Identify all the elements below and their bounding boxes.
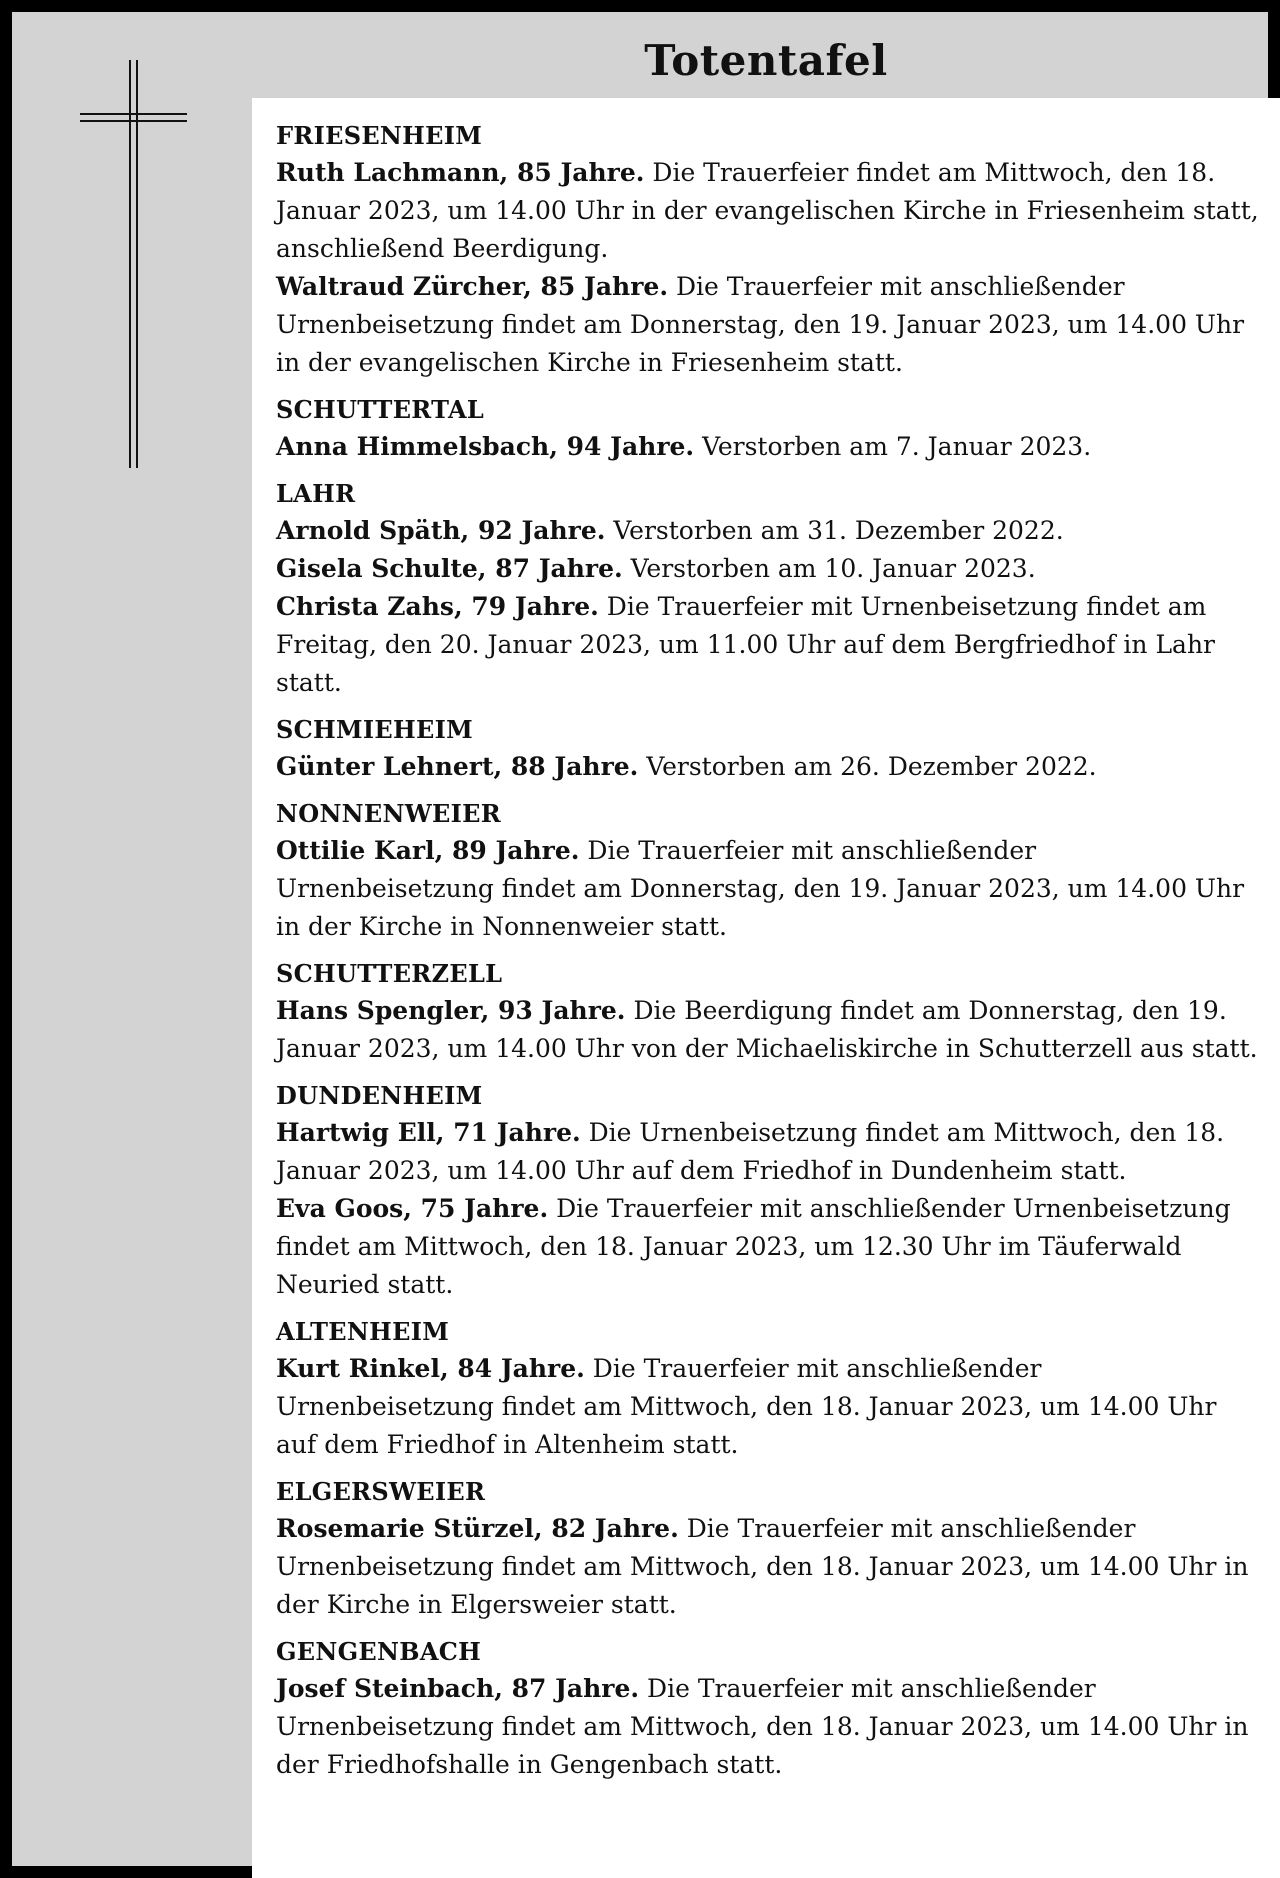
entry-name: Arnold Späth, 92 Jahre.: [276, 516, 606, 545]
section-dundenheim: [276, 1078, 1260, 1304]
place-heading: SCHUTTERTAL: [276, 395, 485, 424]
entry-name: Hans Spengler, 93 Jahre.: [276, 996, 626, 1025]
obituary-entry: [276, 154, 1260, 268]
entry-text: Die Trauerfeier findet am Mittwoch, den 18. Januar 2023, um 14.00 Uhr in der evangelischen Kirche in Friesenheim statt, anschließend Beerdigung.: [276, 158, 1259, 263]
entry-name: Gisela Schulte, 87 Jahre.: [276, 554, 623, 583]
obituary-entry: [276, 1190, 1260, 1304]
obituary-entry: [276, 748, 1260, 786]
obituary-entry: [276, 992, 1260, 1068]
place-heading: ELGERSWEIER: [276, 1477, 486, 1506]
obituary-list: [252, 98, 1280, 1878]
obituary-entry: [276, 428, 1260, 466]
place-heading: LAHR: [276, 479, 356, 508]
place-heading: ALTENHEIM: [276, 1317, 450, 1346]
entry-text: Die Trauerfeier mit anschließender Urnenbeisetzung findet am Donnerstag, den 19. Januar 2023, um 14.00 Uhr in der evangelischen Kirche in Friesenheim statt.: [276, 272, 1245, 377]
section-elgersweier: [276, 1474, 1260, 1624]
obituary-entry: [276, 1670, 1260, 1784]
entry-text: Die Urnenbeisetzung findet am Mittwoch, den 18. Januar 2023, um 14.00 Uhr auf dem Friedhof in Dundenheim statt.: [276, 1118, 1225, 1185]
place-heading: SCHMIEHEIM: [276, 715, 473, 744]
section-schmieheim: [276, 712, 1260, 786]
section-altenheim: [276, 1314, 1260, 1464]
entry-text: Die Trauerfeier mit anschließender Urnenbeisetzung findet am Mittwoch, den 18. Januar 2023, um 14.00 Uhr auf dem Friedhof in Altenheim statt.: [276, 1354, 1217, 1459]
section-gengenbach: [276, 1634, 1260, 1784]
place-heading: GENGENBACH: [276, 1637, 482, 1666]
entry-text: Die Trauerfeier mit anschließender Urnenbeisetzung findet am Mittwoch, den 18. Januar 2023, um 14.00 Uhr in der Kirche in Elgersweier statt.: [276, 1514, 1249, 1619]
section-lahr: [276, 476, 1260, 702]
obituary-entry: [276, 550, 1260, 588]
entry-text: Die Trauerfeier mit Urnenbeisetzung findet am Freitag, den 20. Januar 2023, um 11.00 Uhr auf dem Bergfriedhof in Lahr statt.: [276, 592, 1216, 697]
obituary-entry: [276, 1114, 1260, 1190]
obituary-entry: [276, 512, 1260, 550]
place-heading: SCHUTTERZELL: [276, 959, 503, 988]
entry-text: Die Trauerfeier mit anschließender Urnenbeisetzung findet am Mittwoch, den 18. Januar 2023, um 14.00 Uhr in der Friedhofshalle in Gengenbach statt.: [276, 1674, 1249, 1779]
entry-name: Hartwig Ell, 71 Jahre.: [276, 1118, 581, 1147]
entry-text: Verstorben am 31. Dezember 2022.: [605, 516, 1064, 545]
entry-name: Günter Lehnert, 88 Jahre.: [276, 752, 639, 781]
page-title: Totentafel: [644, 35, 888, 85]
entry-name: Ottilie Karl, 89 Jahre.: [276, 836, 580, 865]
obituary-entry: [276, 588, 1260, 702]
entry-name: Rosemarie Stürzel, 82 Jahre.: [276, 1514, 679, 1543]
section-schuttertal: [276, 392, 1260, 466]
entry-text: Die Trauerfeier mit anschließender Urnenbeisetzung findet am Donnerstag, den 19. Januar 2023, um 14.00 Uhr in der Kirche in Nonnenweier statt.: [276, 836, 1245, 941]
section-schutterzell: [276, 956, 1260, 1068]
entry-name: Josef Steinbach, 87 Jahre.: [276, 1674, 640, 1703]
place-heading: FRIESENHEIM: [276, 121, 483, 150]
section-nonnenweier: [276, 796, 1260, 946]
entry-name: Ruth Lachmann, 85 Jahre.: [276, 158, 645, 187]
place-heading: NONNENWEIER: [276, 799, 501, 828]
entry-text: Verstorben am 26. Dezember 2022.: [638, 752, 1097, 781]
entry-name: Eva Goos, 75 Jahre.: [276, 1194, 549, 1223]
entry-text: Die Trauerfeier mit anschließender Urnenbeisetzung findet am Mittwoch, den 18. Januar 2023, um 12.30 Uhr im Täuferwald Neuried statt.: [276, 1194, 1231, 1299]
entry-text: Verstorben am 7. Januar 2023.: [694, 432, 1092, 461]
entry-text: Die Beerdigung findet am Donnerstag, den 19. Januar 2023, um 14.00 Uhr von der Michaeliskirche in Schutterzell aus statt.: [276, 996, 1258, 1063]
section-friesenheim: [276, 118, 1260, 382]
obituary-entry: [276, 1510, 1260, 1624]
entry-name: Waltraud Zürcher, 85 Jahre.: [276, 272, 669, 301]
obituary-entry: [276, 832, 1260, 946]
place-heading: DUNDENHEIM: [276, 1081, 483, 1110]
entry-name: Christa Zahs, 79 Jahre.: [276, 592, 599, 621]
cross-icon: [80, 60, 190, 468]
obituary-entry: [276, 1350, 1260, 1464]
entry-text: Verstorben am 10. Januar 2023.: [622, 554, 1036, 583]
entry-name: Anna Himmelsbach, 94 Jahre.: [276, 432, 695, 461]
entry-name: Kurt Rinkel, 84 Jahre.: [276, 1354, 585, 1383]
obituary-entry: [276, 268, 1260, 382]
